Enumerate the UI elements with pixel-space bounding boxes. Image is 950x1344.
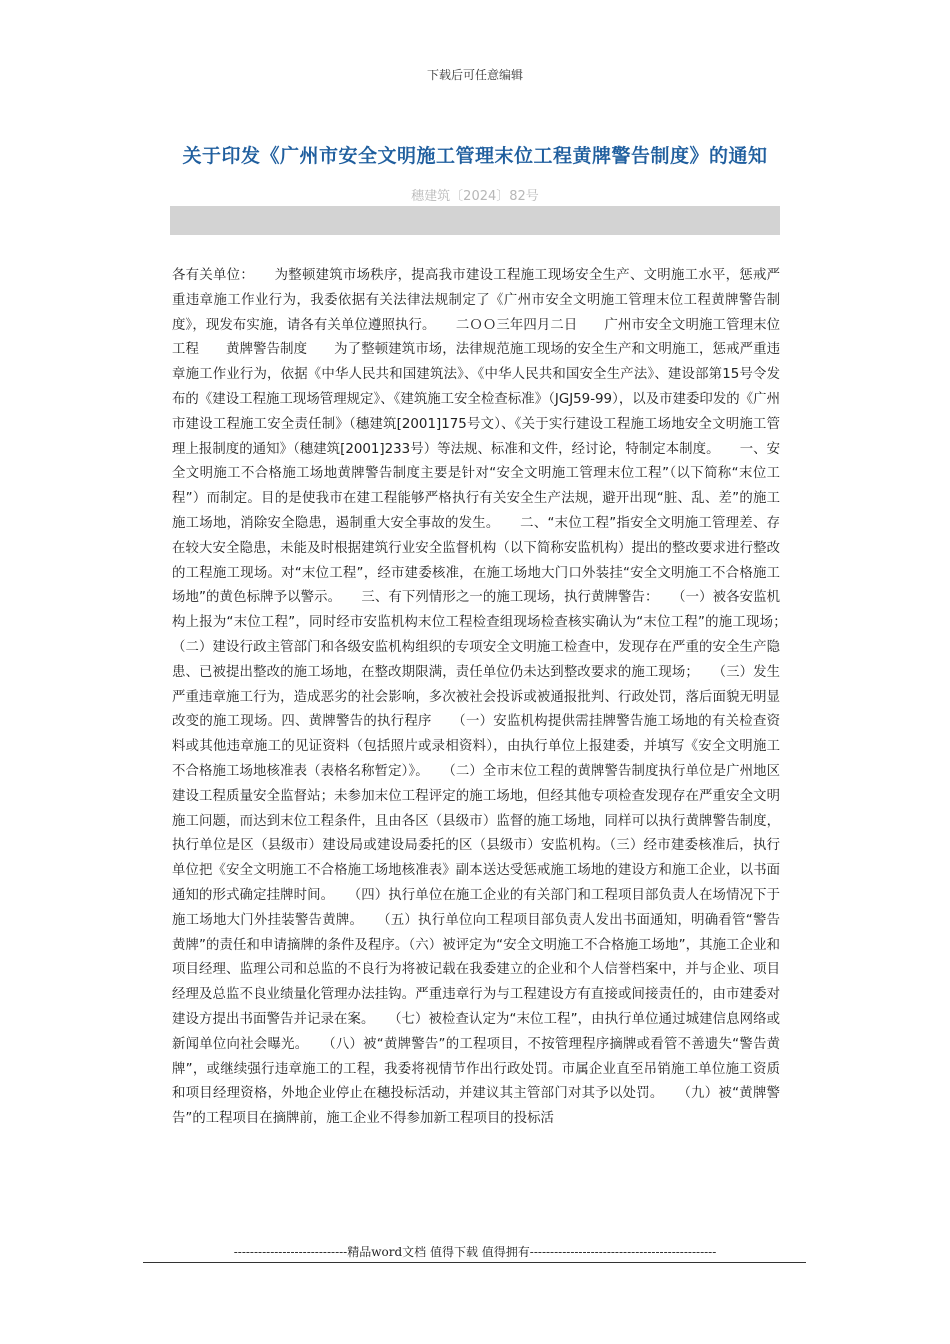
footer-rule [143,1262,806,1263]
header-note: 下载后可任意编辑 [426,68,523,82]
document-number: 穗建筑〔2024〕82号 [411,189,539,204]
grey-banner-bar [170,206,780,235]
document-title: 关于印发《广州市安全文明施工管理末位工程黄牌警告制度》的通知 [182,145,768,167]
footer-text: ----------------------------精品word文档 值得下载 值得拥有---------------------------------------------- [233,1245,717,1259]
body-text: 各有关单位： 为整顿建筑市场秩序，提高我市建设工程施工现场安全生产、文明施工水平，惩戒严重违章施工作业行为，我委依据有关法律法规制定了《广州市安全文明施工管理末位工程黄牌警告制度》，现发布实施，请各有关单位遵照执行。 二ＯＯ三年四月二日 广州市安全文明施工管理末位工程 黄牌警告制度 为了整顿建筑市场，法律规范施工现场的安全生产和文明施工，惩戒严重违章施工作业行为，依据《中华人民共和国建筑法》、《中华人民共和国安全生产法》、建设部第15号令发布的《建设工程施工现场管理规定》、《建筑施工安全检查标准》（JGJ59-99），以及市建委印发的《广州市建设工程施工安全责任制》（穗建筑[2001]175号文）、《关于实行建设工程施工场地安全文明施工管理上报制度的通知》（穗建筑[2001]233号）等法规、标准和文件，经讨论，特制定本制度。 一、安全文明施工不合格施工场地黄牌警告制度主要是针对“安全文明施工管理末位工程”（以下简称“末位工程”）而制定。目的是使我市在建工程能够严格执行有关安全生产法规，避开出现“脏、乱、差”的施工施工场地，消除安全隐患，遏制重大安全事故的发生。 二、“末位工程”指安全文明施工管理差、存在较大安全隐患，未能及时根据建筑行业安全监督机构（以下简称安监机构）提出的整改要求进行整改的工程施工现场。对“末位工程”，经市建委核准，在施工场地大门口外装挂“安全文明施工不合格施工场地”的黄色标牌予以警示。 三、有下列情形之一的施工现场，执行黄牌警告： （一）被各安监机构上报为“末位工程”，同时经市安监机构末位工程检查组现场检查核实确认为“末位工程”的施工现场； （二）建设行政主管部门和各级安监机构组织的专项安全文明施工检查中，发现存在严重的安全生产隐患、已被提出整改的施工场地，在整改期限满，责任单位仍未达到整改要求的施工现场； （三）发生严重违章施工行为，造成恶劣的社会影响，多次被社会投诉或被通报批判、行政处罚，落后面貌无明显改变的施工现场。四、黄牌警告的执行程序 （一）安监机构提供需挂牌警告施工场地的有关检查资料或其他违章施工的见证资料（包括照片或录相资料），由执行单位上报建委，并填写《安全文明施工不合格施工场地核准表（表格名称暂定）》。 （二）全市末位工程的黄牌警告制度执行单位是广州地区建设工程质量安全监督站；未参加末位工程评定的施工场地，但经其他专项检查发现存在严重安全文明施工问题，而达到末位工程条件，且由各区（县级市）监督的施工场地，同样可以执行黄牌警告制度，执行单位是区（县级市）建设局或建设局委托的区（县级市）安监机构。（三）经市建委核准后，执行单位把《安全文明施工不合格施工场地核准表》副本送达受惩戒施工场地的建设方和施工企业，以书面通知的形式确定挂牌时间。 （四）执行单位在施工企业的有关部门和工程项目部负责人在场情况下于施工场地大门外挂装警告黄牌。 （五）执行单位向工程项目部负责人发出书面通知，明确看管“警告黄牌”的责任和申请摘牌的条件及程序。（六）被评定为“安全文明施工不合格施工场地”，其施工企业和项目经理、监理公司和总监的不良行为将被记载在我委建立的企业和个人信誉档案中，并与企业、项目经理及总监不良业绩量化管理办法挂钩。严重违章行为与工程建设方有直接或间接责任的，由市建委对建设方提出书面警告并记录在案。 （七）被检查认定为“末位工程”，由执行单位通过城建信息网络或新闻单位向社会曝光。 （八）被“黄牌警告”的工程项目，不按管理程序摘牌或看管不善遗失“警告黄牌”，或继续强行违章施工的工程，我委将视情节作出行政处罚。市属企业直至吊销施工单位施工资质和项目经理资格，外地企业停止在穗投标活动，并建议其主管部门对其予以处罚。 （九）被“黄牌警告”的工程项目在摘牌前，施工企业不得参加新工程项目的投标活 [172,268,807,1127]
